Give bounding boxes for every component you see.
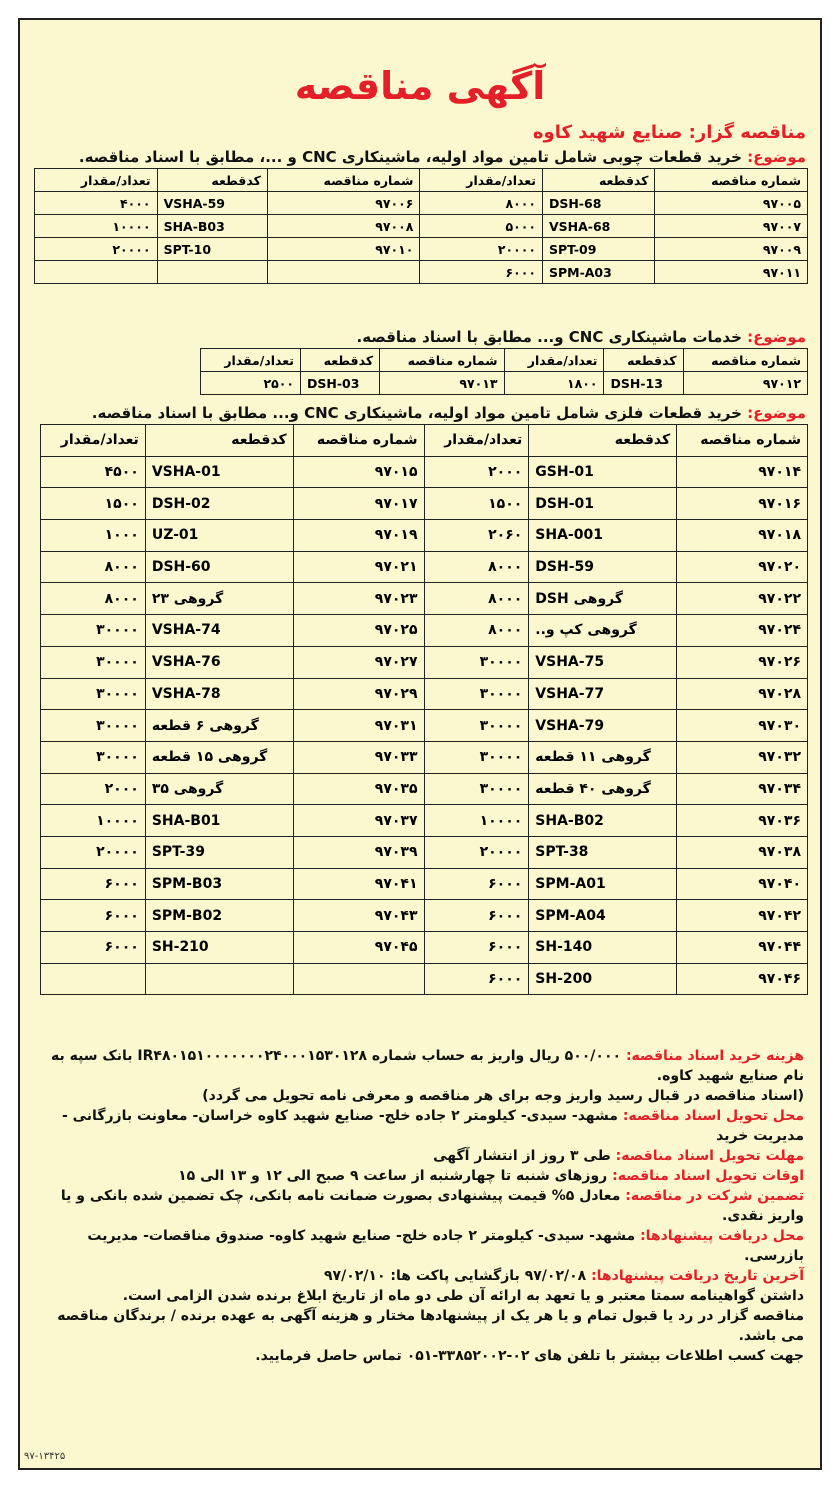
tender-number-cell: ۹۷۰۱۵ (293, 456, 424, 488)
tender-number-cell: ۹۷۰۱۸ (677, 520, 808, 552)
subject-text: خرید قطعات چوبی شامل تامین مواد اولیه، ماشینکاری CNC و ...، مطابق با اسناد مناقصه. (78, 148, 742, 166)
quantity-cell: ۴۵۰۰ (41, 456, 146, 488)
column-header: کدقطعه (542, 169, 654, 192)
tender-number-cell: ۹۷۰۲۴ (677, 615, 808, 647)
table-row (35, 261, 808, 284)
column-header: شماره مناقصه (655, 169, 808, 192)
quantity-cell: ۲۰۰۰۰ (424, 836, 529, 868)
tender-number-cell: ۹۷۰۳۵ (293, 773, 424, 805)
table-row (41, 836, 808, 868)
quantity-cell: ۳۰۰۰۰ (424, 646, 529, 678)
detail-text: طی ۳ روز از انتشار آگهی (433, 1148, 616, 1164)
tender-number-cell: ۹۷۰۲۳ (293, 583, 424, 615)
table-row (41, 773, 808, 805)
quantity-cell: ۸۰۰۰ (424, 615, 529, 647)
part-code-cell: DSH-03 (301, 372, 380, 395)
tender-number-cell: ۹۷۰۱۱ (655, 261, 808, 284)
quantity-cell: ۳۰۰۰۰ (41, 678, 146, 710)
part-code-cell: گروهی ۱۵ قطعه (145, 741, 293, 773)
quantity-cell: ۸۰۰۰ (420, 192, 543, 215)
tender-number-cell: ۹۷۰۴۲ (677, 900, 808, 932)
tender-number-cell: ۹۷۰۲۶ (677, 646, 808, 678)
part-code-cell: SHA-001 (529, 520, 677, 552)
quantity-cell: ۸۰۰۰ (41, 583, 146, 615)
detail-line (34, 1106, 804, 1146)
part-code-cell: UZ-01 (145, 520, 293, 552)
table-row (41, 932, 808, 964)
quantity-cell: ۸۰۰۰ (41, 551, 146, 583)
quantity-cell: ۴۰۰۰ (35, 192, 158, 215)
page-title: آگهی مناقصه (294, 64, 546, 108)
quantity-cell: ۶۰۰۰ (424, 900, 529, 932)
part-code-cell: GSH-01 (529, 456, 677, 488)
quantity-cell: ۶۰۰۰ (424, 932, 529, 964)
subject-label: موضوع: (747, 148, 806, 166)
part-code-cell: SPT-10 (157, 238, 267, 261)
detail-line (34, 1086, 804, 1106)
detail-line (34, 1166, 804, 1186)
subject-1 (30, 148, 806, 166)
tender-number-cell: ۹۷۰۱۳ (380, 372, 504, 395)
quantity-cell: ۱۵۰۰ (424, 488, 529, 520)
tender-number-cell: ۹۷۰۰۶ (267, 192, 420, 215)
tender-number-cell: ۹۷۰۳۲ (677, 741, 808, 773)
table-row (41, 678, 808, 710)
part-code-cell: VSHA-79 (529, 710, 677, 742)
quantity-cell: ۱۰۰۰ (41, 520, 146, 552)
detail-text: مشهد- سیدی- کیلومتر ۲ جاده خلج- صنایع شهید کاوه- صندوق مناقصات- مدیریت بازرسی. (87, 1228, 804, 1264)
tender-number-cell: ۹۷۰۴۰ (677, 868, 808, 900)
tender-number-cell: ۹۷۰۱۷ (293, 488, 424, 520)
column-header: تعداد/مقدار (504, 349, 604, 372)
detail-text: جهت کسب اطلاعات بیشتر با تلفن های ۰۲-۳۳۸۵۲۰۰۲-۰۵۱ تماس حاصل فرمایید. (255, 1348, 804, 1364)
tender-number-cell: ۹۷۰۱۴ (677, 456, 808, 488)
tender-number-cell (267, 261, 420, 284)
detail-text: معادل ۵% قیمت پیشنهادی بصورت ضمانت نامه بانکی، چک تضمین شده بانکی و یا واریز نقدی. (60, 1188, 804, 1224)
detail-label: اوقات تحویل اسناد مناقصه: (612, 1168, 804, 1184)
column-header: تعداد/مقدار (201, 349, 301, 372)
part-code-cell (157, 261, 267, 284)
quantity-cell: ۳۰۰۰۰ (41, 741, 146, 773)
detail-label: محل دریافت پیشنهادها: (640, 1228, 804, 1244)
subject-3 (30, 404, 806, 422)
tender-notice (18, 18, 822, 1470)
quantity-cell: ۲۰۰۰ (41, 773, 146, 805)
column-header: تعداد/مقدار (41, 425, 146, 457)
notice-code: ۹۷-۱۳۴۲۵ (24, 1451, 66, 1462)
column-header: شماره مناقصه (293, 425, 424, 457)
part-code-cell: VSHA-74 (145, 615, 293, 647)
subject-label: موضوع: (747, 404, 806, 422)
detail-label: مهلت تحویل اسناد مناقصه: (615, 1148, 804, 1164)
tender-number-cell: ۹۷۰۴۶ (677, 963, 808, 995)
tender-number-cell: ۹۷۰۴۴ (677, 932, 808, 964)
table-row (41, 963, 808, 995)
quantity-cell: ۶۰۰۰ (424, 963, 529, 995)
table-row (41, 615, 808, 647)
column-header: شماره مناقصه (267, 169, 420, 192)
tender-number-cell: ۹۷۰۰۷ (655, 215, 808, 238)
table-row (41, 710, 808, 742)
part-code-cell: VSHA-77 (529, 678, 677, 710)
quantity-cell: ۲۰۰۰۰ (41, 836, 146, 868)
quantity-cell: ۶۰۰۰ (424, 868, 529, 900)
column-header: تعداد/مقدار (424, 425, 529, 457)
quantity-cell: ۱۰۰۰۰ (35, 215, 158, 238)
tender-number-cell: ۹۷۰۱۶ (677, 488, 808, 520)
table-row (41, 551, 808, 583)
quantity-cell: ۱۰۰۰۰ (41, 805, 146, 837)
quantity-cell: ۸۰۰۰ (424, 551, 529, 583)
part-code-cell: SHA-B01 (145, 805, 293, 837)
tender-number-cell: ۹۷۰۰۵ (655, 192, 808, 215)
table-row (35, 192, 808, 215)
tender-number-cell: ۹۷۰۲۹ (293, 678, 424, 710)
table-row (41, 456, 808, 488)
column-header: کدقطعه (301, 349, 380, 372)
part-code-cell: گروهی ۲۳ (145, 583, 293, 615)
table-row (41, 900, 808, 932)
part-code-cell: SPM-A03 (542, 261, 654, 284)
part-code-cell: SPT-09 (542, 238, 654, 261)
column-header: تعداد/مقدار (420, 169, 543, 192)
part-code-cell: DSH-02 (145, 488, 293, 520)
part-code-cell: گروهی ۳۵ (145, 773, 293, 805)
quantity-cell: ۲۰۰۰ (424, 456, 529, 488)
part-code-cell: SPM-B03 (145, 868, 293, 900)
subject-2 (30, 328, 806, 346)
quantity-cell: ۳۰۰۰۰ (41, 615, 146, 647)
detail-line (34, 1266, 804, 1286)
part-code-cell: گروهی ۶ قطعه (145, 710, 293, 742)
table-row (41, 488, 808, 520)
table-header-row (35, 169, 808, 192)
quantity-cell: ۳۰۰۰۰ (424, 678, 529, 710)
column-header: کدقطعه (604, 349, 683, 372)
detail-line (34, 1186, 804, 1226)
tender-number-cell: ۹۷۰۲۷ (293, 646, 424, 678)
detail-text: ۵۰۰/۰۰۰ ریال واریز به حساب شماره IR۴۸۰۱۵۱۰۰۰۰۰۰۰۲۴۰۰۰۱۵۳۰۱۲۸ بانک سپه به نام صنایع شهید کاوه. (50, 1048, 804, 1084)
tender-number-cell: ۹۷۰۳۰ (677, 710, 808, 742)
tender-number-cell: ۹۷۰۲۲ (677, 583, 808, 615)
part-code-cell: گروهی کپ و.. (529, 615, 677, 647)
tender-number-cell: ۹۷۰۳۳ (293, 741, 424, 773)
quantity-cell: ۱۵۰۰ (41, 488, 146, 520)
quantity-cell: ۶۰۰۰ (41, 868, 146, 900)
tender-number-cell: ۹۷۰۳۸ (677, 836, 808, 868)
detail-line (34, 1306, 804, 1346)
quantity-cell: ۶۰۰۰ (41, 932, 146, 964)
detail-line (34, 1046, 804, 1086)
detail-text: داشتن گواهینامه سمتا معتبر و یا تعهد به ارائه آن طی دو ماه از تاریخ ابلاغ برنده شدن الزامی است. (122, 1288, 804, 1304)
organizer: مناقصه گزار: صنایع شهید کاوه (532, 122, 806, 143)
quantity-cell: ۲۰۰۰۰ (420, 238, 543, 261)
table-row (41, 741, 808, 773)
table-row (35, 215, 808, 238)
quantity-cell: ۶۰۰۰ (41, 900, 146, 932)
part-code-cell: SPT-39 (145, 836, 293, 868)
part-code-cell: DSH-01 (529, 488, 677, 520)
quantity-cell: ۳۰۰۰۰ (41, 710, 146, 742)
tender-number-cell: ۹۷۰۳۱ (293, 710, 424, 742)
column-header: شماره مناقصه (677, 425, 808, 457)
column-header: کدقطعه (529, 425, 677, 457)
quantity-cell: ۶۰۰۰ (420, 261, 543, 284)
subject-text: خرید قطعات فلزی شامل تامین مواد اولیه، ماشینکاری CNC و... مطابق با اسناد مناقصه. (91, 404, 742, 422)
part-code-cell: SPM-A04 (529, 900, 677, 932)
table-row (201, 372, 808, 395)
quantity-cell: ۸۰۰۰ (424, 583, 529, 615)
detail-text: مناقصه گزار در رد یا قبول تمام و یا هر یک از پیشنهادها مختار و هزینه آگهی به عهده برنده / برندگان مناقصه می باشد. (57, 1308, 804, 1344)
detail-label: آخرین تاریخ دریافت پیشنهادها: (591, 1268, 804, 1284)
part-code-cell: VSHA-68 (542, 215, 654, 238)
tender-number-cell: ۹۷۰۲۵ (293, 615, 424, 647)
tender-number-cell: ۹۷۰۰۸ (267, 215, 420, 238)
quantity-cell: ۵۰۰۰ (420, 215, 543, 238)
part-code-cell: DSH-59 (529, 551, 677, 583)
table-header-row (201, 349, 808, 372)
part-code-cell: SH-210 (145, 932, 293, 964)
detail-text: (اسناد مناقصه در قبال رسید واریز وجه برای هر مناقصه و معرفی نامه تحویل می گردد) (202, 1088, 804, 1104)
part-code-cell: VSHA-78 (145, 678, 293, 710)
table-header-row (41, 425, 808, 457)
part-code-cell (145, 963, 293, 995)
part-code-cell: VSHA-59 (157, 192, 267, 215)
tender-number-cell: ۹۷۰۴۱ (293, 868, 424, 900)
part-code-cell: DSH-68 (542, 192, 654, 215)
quantity-cell: ۱۸۰۰ (504, 372, 604, 395)
part-code-cell: SPM-B02 (145, 900, 293, 932)
quantity-cell: ۳۰۰۰۰ (424, 741, 529, 773)
tender-number-cell: ۹۷۰۱۹ (293, 520, 424, 552)
tender-number-cell (293, 963, 424, 995)
column-header: شماره مناقصه (683, 349, 807, 372)
quantity-cell: ۲۰۶۰ (424, 520, 529, 552)
detail-line (34, 1346, 804, 1366)
column-header: کدقطعه (157, 169, 267, 192)
part-code-cell: VSHA-75 (529, 646, 677, 678)
part-code-cell: SHA-B03 (157, 215, 267, 238)
tender-number-cell: ۹۷۰۴۳ (293, 900, 424, 932)
part-code-cell: گروهی ۴۰ قطعه (529, 773, 677, 805)
part-code-cell: SPM-A01 (529, 868, 677, 900)
tender-number-cell: ۹۷۰۰۹ (655, 238, 808, 261)
table-wood-parts (34, 168, 808, 284)
column-header: شماره مناقصه (380, 349, 504, 372)
detail-line (34, 1146, 804, 1166)
table-row (41, 583, 808, 615)
quantity-cell: ۲۵۰۰ (201, 372, 301, 395)
quantity-cell: ۳۰۰۰۰ (41, 646, 146, 678)
detail-label: تضمین شرکت در مناقصه: (625, 1188, 804, 1204)
quantity-cell (41, 963, 146, 995)
subject-label: موضوع: (747, 328, 806, 346)
detail-label: محل تحویل اسناد مناقصه: (622, 1108, 804, 1124)
table-row (41, 868, 808, 900)
quantity-cell: ۳۰۰۰۰ (424, 710, 529, 742)
detail-line (34, 1226, 804, 1266)
quantity-cell: ۳۰۰۰۰ (424, 773, 529, 805)
table-metal-parts (40, 424, 808, 995)
part-code-cell: SH-200 (529, 963, 677, 995)
quantity-cell: ۲۰۰۰۰ (35, 238, 158, 261)
detail-label: هزینه خرید اسناد مناقصه: (625, 1048, 804, 1064)
table-cnc-services (200, 348, 808, 395)
tender-details (34, 1046, 804, 1366)
tender-number-cell: ۹۷۰۲۸ (677, 678, 808, 710)
part-code-cell: VSHA-76 (145, 646, 293, 678)
tender-number-cell: ۹۷۰۲۰ (677, 551, 808, 583)
part-code-cell: SPT-38 (529, 836, 677, 868)
column-header: تعداد/مقدار (35, 169, 158, 192)
tender-number-cell: ۹۷۰۴۵ (293, 932, 424, 964)
subject-text: خدمات ماشینکاری CNC و... مطابق با اسناد مناقصه. (356, 328, 742, 346)
table-row (35, 238, 808, 261)
part-code-cell: DSH-13 (604, 372, 683, 395)
table-row (41, 646, 808, 678)
part-code-cell: DSH-60 (145, 551, 293, 583)
part-code-cell: VSHA-01 (145, 456, 293, 488)
column-header: کدقطعه (145, 425, 293, 457)
detail-text: مشهد- سیدی- کیلومتر ۲ جاده خلج- صنایع شهید کاوه خراسان- معاونت بازرگانی - مدیریت خرید (61, 1108, 804, 1144)
tender-number-cell: ۹۷۰۲۱ (293, 551, 424, 583)
table-row (41, 520, 808, 552)
part-code-cell: SHA-B02 (529, 805, 677, 837)
tender-number-cell: ۹۷۰۳۷ (293, 805, 424, 837)
part-code-cell: SH-140 (529, 932, 677, 964)
part-code-cell: گروهی ۱۱ قطعه (529, 741, 677, 773)
detail-text: روزهای شنبه تا چهارشنبه از ساعت ۹ صبح الی ۱۲ و ۱۳ الی ۱۵ (178, 1168, 613, 1184)
tender-number-cell: ۹۷۰۱۲ (683, 372, 807, 395)
quantity-cell (35, 261, 158, 284)
quantity-cell: ۱۰۰۰۰ (424, 805, 529, 837)
part-code-cell: گروهی DSH (529, 583, 677, 615)
table-row (41, 805, 808, 837)
detail-text: ۹۷/۰۲/۰۸ بازگشایی پاکت ها: ۹۷/۰۲/۱۰ (324, 1268, 592, 1284)
tender-number-cell: ۹۷۰۳۹ (293, 836, 424, 868)
tender-number-cell: ۹۷۰۳۶ (677, 805, 808, 837)
tender-number-cell: ۹۷۰۱۰ (267, 238, 420, 261)
tender-number-cell: ۹۷۰۳۴ (677, 773, 808, 805)
detail-line (34, 1286, 804, 1306)
